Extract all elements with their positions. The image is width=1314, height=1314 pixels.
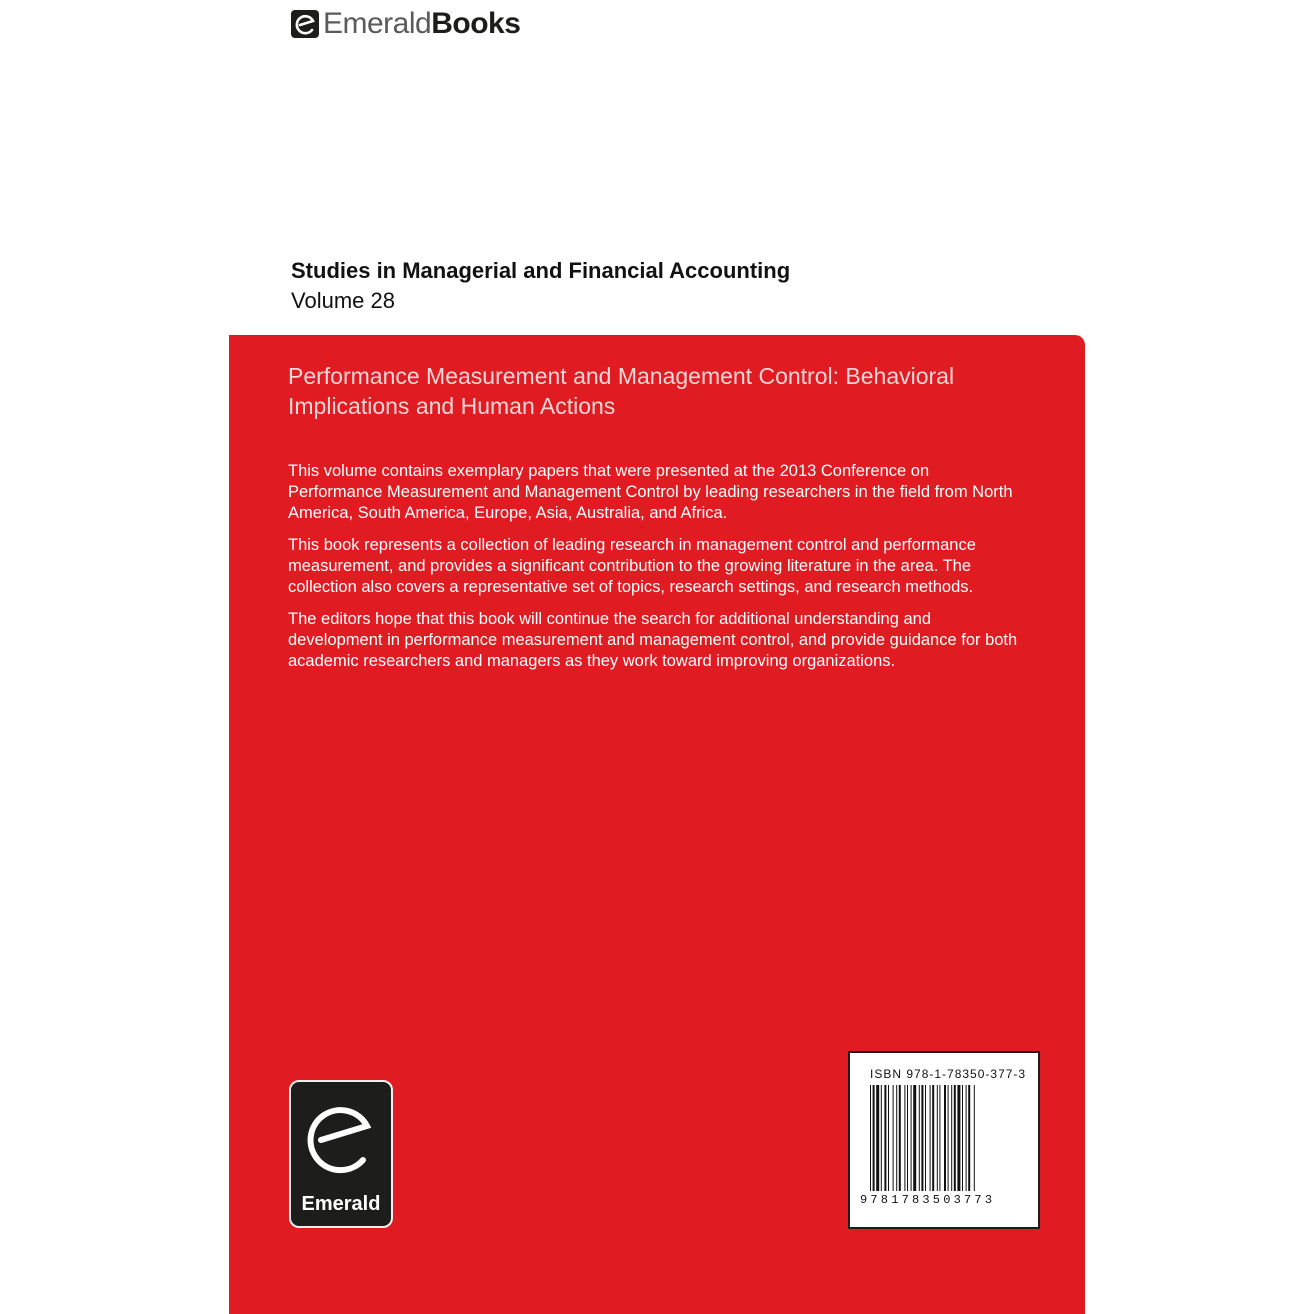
blurb-paragraph: This volume contains exemplary papers that were presented at the 2013 Conference on Performance Measurement and Management Control by leading researchers in the field from North America, South America, Europe, Asia, Australia, and Africa.: [288, 462, 1013, 522]
book-title: Performance Measurement and Management Control: Behavioral Implications and Human Actions: [288, 363, 955, 419]
isbn-digits: 9781783503773: [860, 1193, 996, 1207]
emerald-e-icon: [301, 1096, 381, 1182]
emerald-books-brand: [291, 6, 520, 42]
logo-wordmark: Emerald: [301, 1193, 381, 1215]
series-block: [291, 256, 790, 316]
book-blurb: [288, 461, 1028, 683]
series-title: Studies in Managerial and Financial Accounting: [291, 258, 791, 283]
brand-name: Emerald: [323, 7, 432, 40]
isbn-label: ISBN 978-1-78350-377-3: [870, 1067, 1027, 1081]
emerald-e-icon: [291, 10, 319, 38]
barcode: [870, 1085, 1020, 1191]
isbn-barcode-box: [848, 1051, 1040, 1229]
blurb-paragraph: This book represents a collection of leading research in management control and performance measurement, and provides a significant contribution to the growing literature in the area. The collection also covers a representative set of topics, research settings, and research methods.: [288, 536, 976, 596]
blurb-paragraph: The editors hope that this book will continue the search for additional understanding and development in performance measurement and management control, and provide guidance for both academic researchers and managers as they work toward improving organizations.: [288, 610, 1018, 670]
brand-suffix: Books: [431, 7, 521, 40]
emerald-publisher-logo: [289, 1080, 393, 1228]
red-cover-panel: [229, 335, 1085, 1314]
series-volume: Volume 28: [291, 288, 395, 313]
